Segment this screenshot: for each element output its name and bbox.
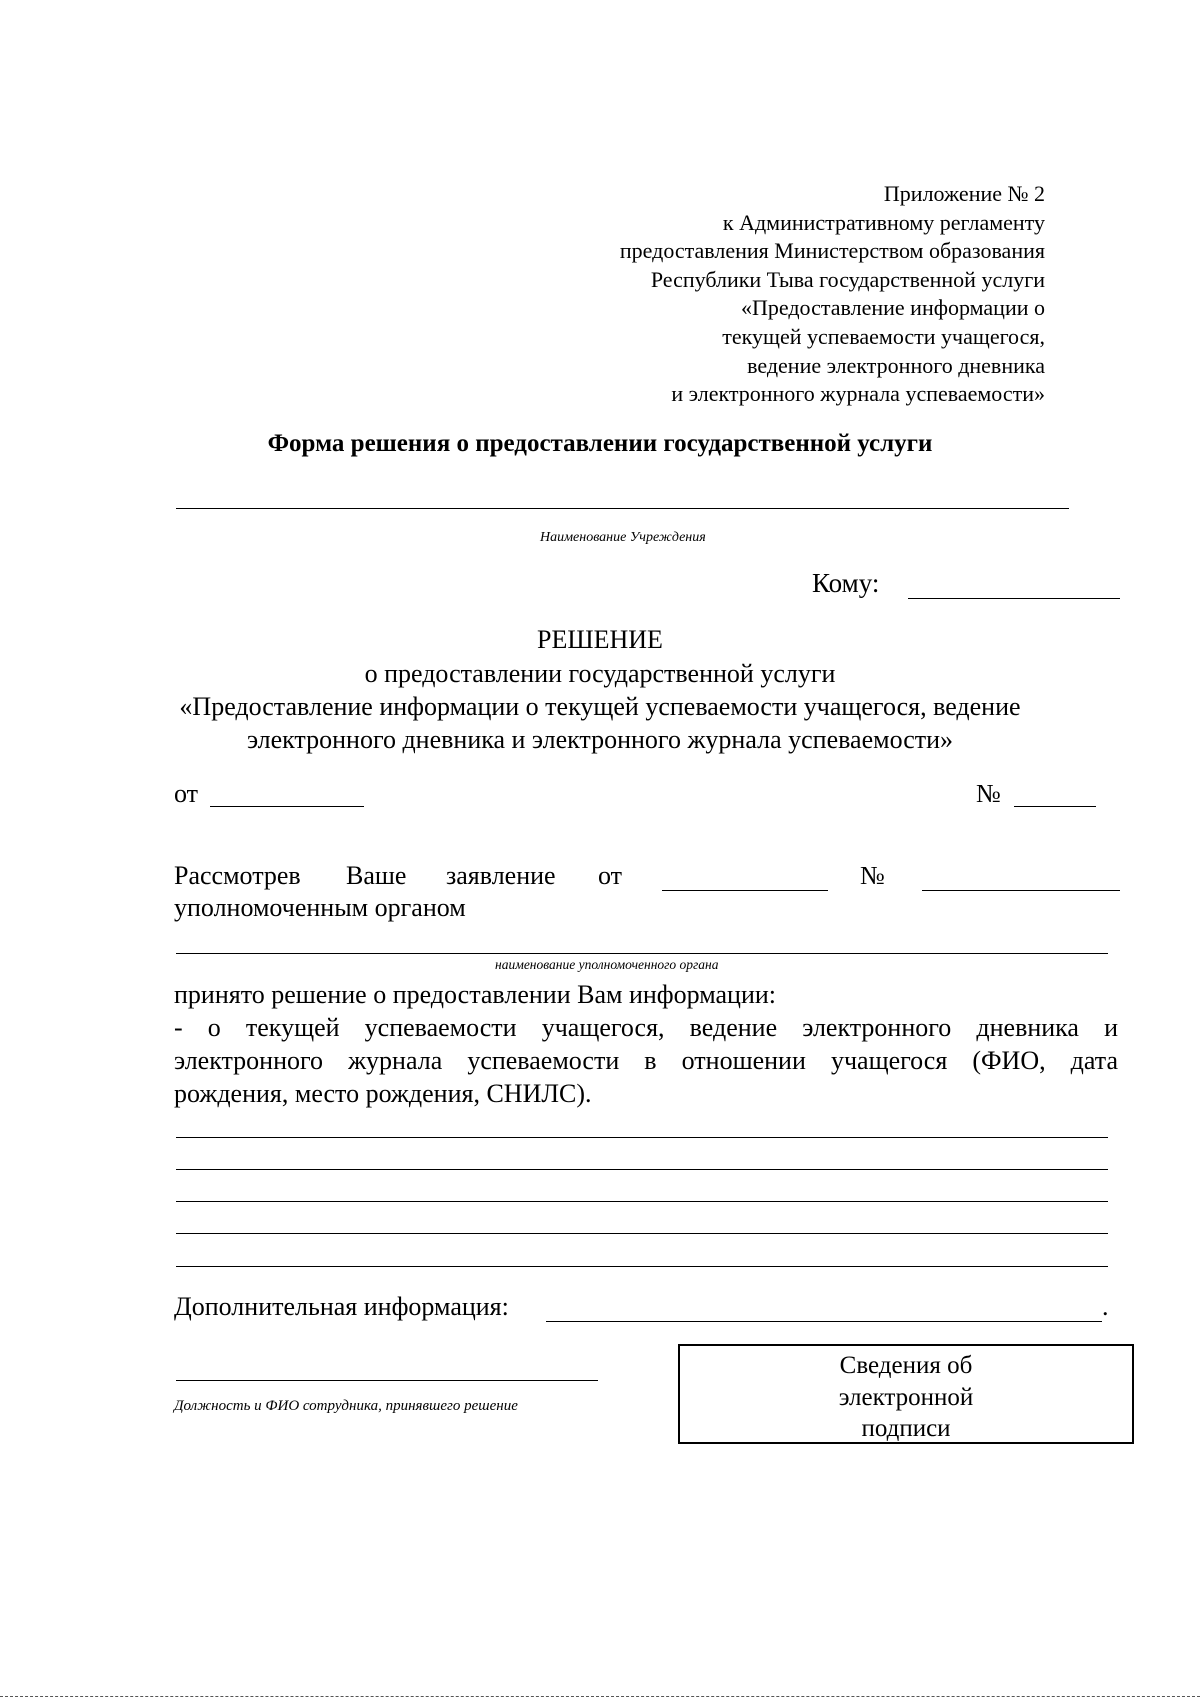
additional-info-period: . [1102,1292,1109,1321]
appendix-line: Приложение № 2 [883,181,1045,206]
date-line[interactable] [210,806,364,807]
electronic-signature-box [678,1344,1134,1444]
form-title-part1: Форма решения [267,430,451,457]
scan-edge-divider [0,1696,1200,1697]
considered-word-4: от [598,861,623,890]
considered-word-3: заявление [446,861,556,890]
appendix-line: Республики Тыва государственной услуги [650,266,1045,292]
additional-info-label: Дополнительная информация: [174,1292,509,1321]
appendix-line: текущей успеваемости учащегося, [722,323,1045,349]
employee-caption: Должность и ФИО сотрудника, принявшего решение [174,1398,518,1414]
decision-text-line2: - о текущей успеваемости учащегося, ведение электронного дневника и [174,1013,1118,1042]
details-line[interactable] [176,1137,1108,1138]
application-date-line[interactable] [662,890,828,891]
additional-info-line[interactable] [546,1321,1102,1322]
decision-text-line1: принято решение о предоставлении Вам информации: [174,980,777,1009]
details-line[interactable] [176,1233,1108,1234]
recipient-label: Кому: [812,568,880,598]
institution-name-line[interactable] [176,508,1069,509]
number-label: № [976,779,1001,808]
recipient-line[interactable] [908,598,1120,599]
decision-text-line4: рождения, место рождения, СНИЛС). [174,1079,592,1108]
considered-word-1: Рассмотрев [174,861,301,890]
appendix-line: ведение электронного дневника [747,352,1045,378]
form-title-part2: о предоставлении государственной услуги [456,430,933,457]
decision-subtitle: о предоставлении государственной услуги [364,659,836,688]
number-line[interactable] [1014,806,1096,807]
authority-caption: наименование уполномоченного органа [495,957,719,972]
details-line[interactable] [176,1169,1108,1170]
employee-signature-line[interactable] [176,1380,598,1381]
details-line[interactable] [176,1201,1108,1202]
recipient-row [812,566,879,600]
details-line[interactable] [176,1266,1108,1267]
considered-number-label: № [860,861,885,890]
appendix-line: к Административному регламенту [722,209,1045,235]
authorized-body-text: уполномоченным органом [174,893,466,922]
date-label: от [174,779,199,808]
appendix-header [445,180,1045,409]
decision-service-name-line2: электронного дневника и электронного журнала успеваемости» [246,725,954,754]
institution-caption: Наименование Учреждения [540,530,706,545]
signature-box-line3: подписи [861,1415,951,1442]
appendix-line: предоставления Министерством образования [619,238,1045,264]
decision-service-name-line1: «Предоставление информации о текущей успеваемости учащегося, ведение [179,692,1021,721]
decision-heading: РЕШЕНИЕ [537,625,663,654]
application-number-line[interactable] [922,890,1120,891]
considered-word-2: Ваше [346,861,407,890]
appendix-line: «Предоставление информации о [741,295,1045,321]
authority-name-line[interactable] [176,953,1108,954]
decision-text-line3: электронного журнала успеваемости в отношении учащегося (ФИО, дата [174,1046,1118,1075]
appendix-line: и электронного журнала успеваемости» [671,381,1045,407]
form-title [0,428,1200,460]
signature-box-line2: электронной [838,1383,974,1411]
signature-box-line1: Сведения об [839,1352,973,1379]
